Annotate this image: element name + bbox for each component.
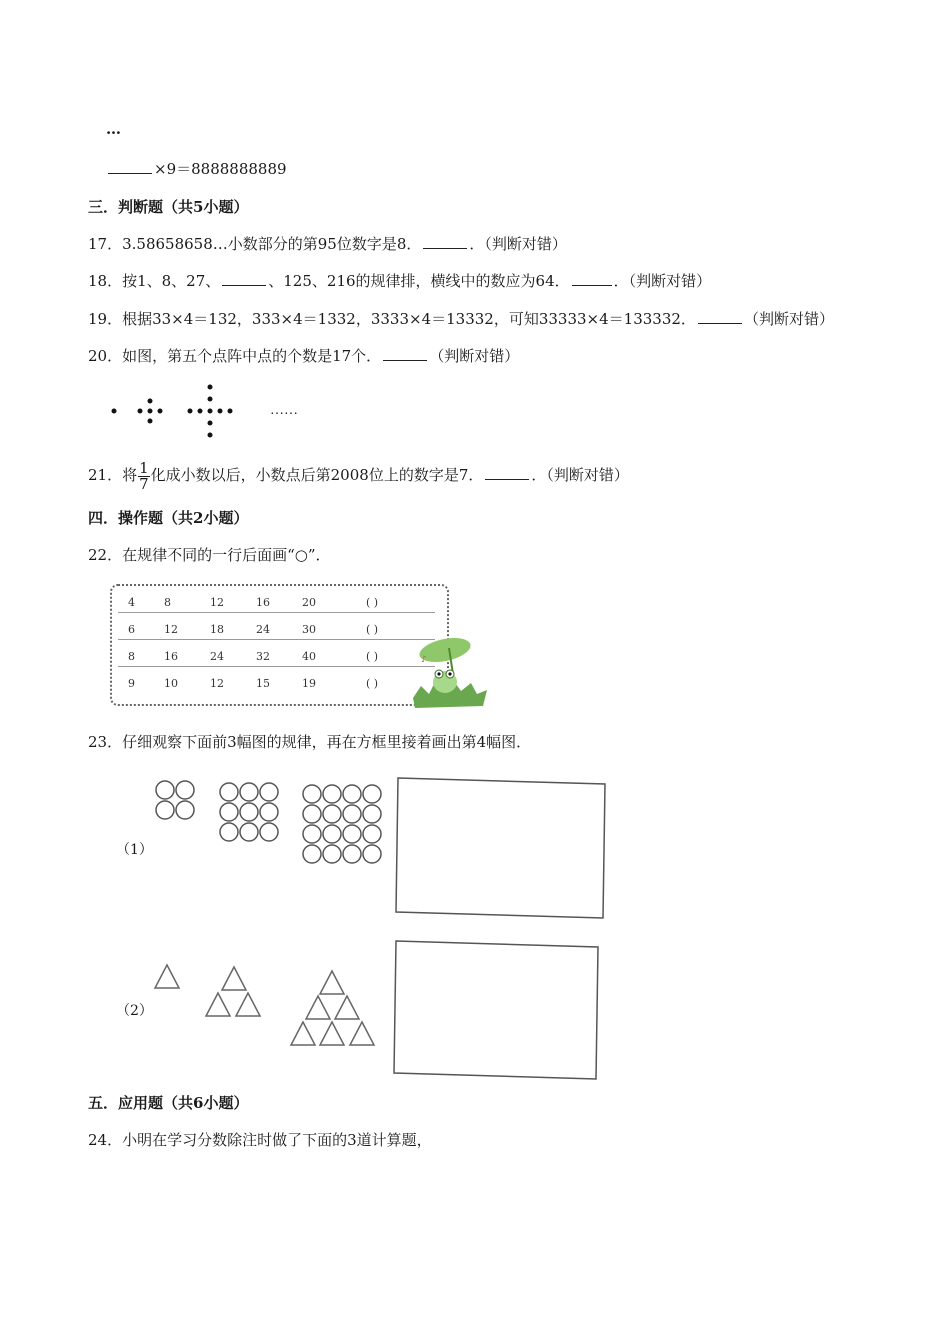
music-note-icon: ♪	[421, 655, 427, 665]
q18-text-2: 、125、216的规律排，横线中的数应为64．	[268, 272, 570, 290]
q17-suffix: ．（判断对错）	[469, 235, 567, 253]
q18-suffix: ．（判断对错）	[613, 272, 712, 290]
pattern-table	[110, 584, 449, 706]
q20-blank[interactable]	[383, 346, 427, 361]
q18-blank-1[interactable]	[222, 271, 266, 286]
frog-illustration	[405, 628, 490, 710]
table-row: 8 16 24 32 40 ( )	[118, 644, 435, 667]
answer-paren[interactable]: ( )	[366, 677, 379, 690]
dot	[112, 409, 117, 414]
q21-text-2: 化成小数以后，小数点后第2008位上的数字是7．	[150, 466, 484, 484]
answer-blank[interactable]	[108, 159, 152, 174]
triangle-pattern-figure	[150, 938, 605, 1083]
dots-ellipsis: ……	[270, 403, 298, 418]
question-22: 22．在规律不同的一行后面画“○”．	[88, 546, 331, 564]
figure-1-label: （1）	[116, 842, 153, 858]
question-18	[88, 270, 711, 292]
q19-suffix: （判断对错）	[743, 310, 834, 328]
figure-2-label: （2）	[116, 1003, 153, 1019]
q18-text: 18．按1、8、27、	[88, 272, 221, 290]
section-4-title: 四．操作题（共2小题）	[88, 509, 249, 527]
answer-paren[interactable]: ( )	[366, 596, 379, 609]
question-21	[88, 457, 629, 493]
section-3-title: 三．判断题（共5小题）	[88, 198, 249, 216]
answer-box-2[interactable]	[394, 941, 598, 1079]
answer-paren[interactable]: ( )	[366, 623, 379, 636]
q17-blank[interactable]	[423, 234, 467, 249]
q21-blank[interactable]	[485, 465, 529, 480]
section-5-title: 五．应用题（共6小题）	[88, 1094, 249, 1112]
equation-text: ×9＝8888888889	[154, 160, 287, 178]
q20-text: 20．如图，第五个点阵中点的个数是17个．	[88, 347, 382, 365]
question-17	[88, 233, 567, 255]
table-row: 9 10 12 15 19 ( )	[128, 677, 379, 690]
q17-text: 17．3.58658658…小数部分的第95位数字是8．	[88, 235, 422, 253]
q19-text: 19．根据33×4＝132，333×4＝1332，3333×4＝13332，可知33333×4＝133332．	[88, 310, 696, 328]
question-23: 23．仔细观察下面前3幅图的规律，再在方框里接着画出第4幅图．	[88, 733, 532, 751]
equation-line	[108, 158, 287, 180]
q21-suffix: ．（判断对错）	[531, 466, 629, 484]
q20-suffix: （判断对错）	[429, 347, 520, 365]
q19-blank[interactable]	[698, 309, 742, 324]
q21-text: 21．将	[88, 466, 138, 484]
answer-paren[interactable]: ( )	[366, 650, 379, 663]
circle-pattern-figure	[150, 775, 610, 925]
answer-box-1[interactable]	[396, 778, 605, 918]
fraction-one-seventh: $\frac{1}{7}$	[139, 458, 149, 493]
q18-blank-2[interactable]	[572, 271, 612, 286]
dot-pattern-figure	[104, 380, 319, 442]
question-19	[88, 308, 834, 330]
question-20	[88, 345, 519, 367]
table-row: 6 12 18 24 30 ( )	[118, 617, 435, 640]
ellipsis: …	[106, 120, 121, 138]
question-24: 24．小明在学习分数除注时做了下面的3道计算题，	[88, 1131, 432, 1149]
table-row: 4 8 12 16 20 ( )	[118, 590, 435, 613]
